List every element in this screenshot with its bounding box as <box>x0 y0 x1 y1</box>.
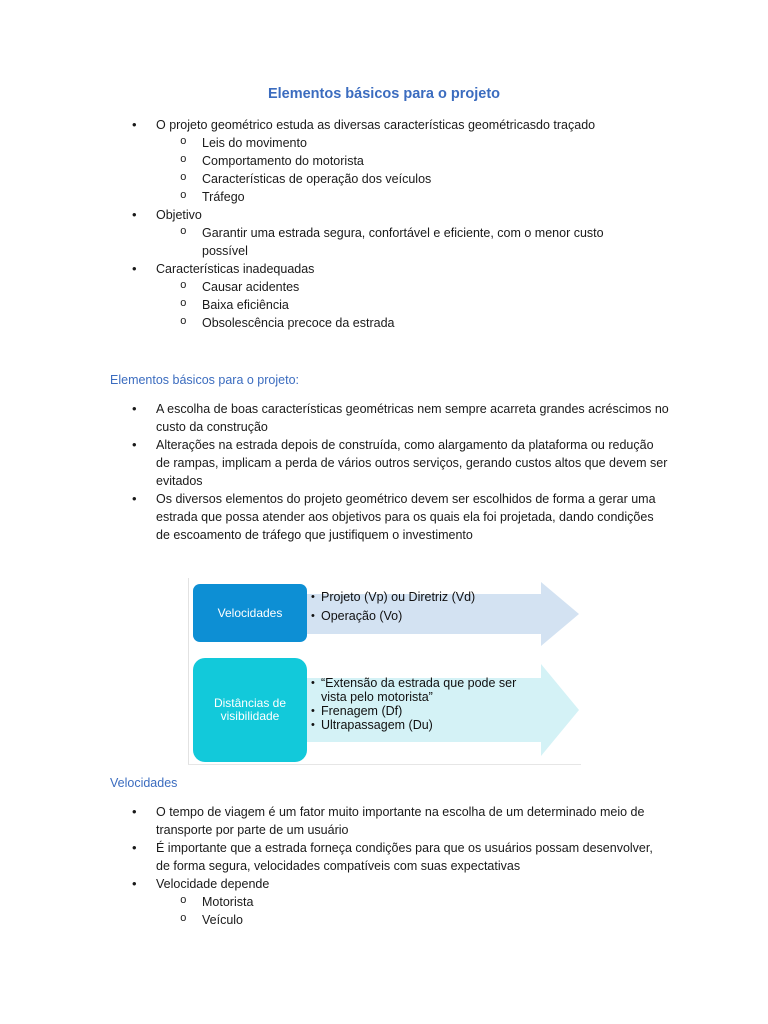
list-item <box>110 839 670 875</box>
list-item <box>110 803 670 839</box>
sub-list-item: o Baixa eficiência <box>156 296 670 314</box>
bullet-text: Velocidade depende <box>156 877 270 891</box>
sub-list-item: o Tráfego <box>156 188 670 206</box>
bullet-text: É importante que a estrada forneça condições para que os usuários possam desenvolver, de forma segura, velocidades compatíveis com suas expectativas <box>156 841 653 873</box>
list-item <box>110 875 670 929</box>
diagram-item: • Frenagem (Df) <box>311 704 539 718</box>
distancias-items <box>311 676 539 732</box>
list-item: • A escolha de boas características geométricas nem sempre acarreta grandes acréscimos no custo da construção <box>110 400 670 436</box>
section-heading: Elementos básicos para o projeto: <box>110 373 299 387</box>
sub-list <box>156 224 670 260</box>
sub-list <box>156 278 670 332</box>
sub-list-item: o Obsolescência precoce da estrada <box>156 314 670 332</box>
sub-list <box>156 893 670 929</box>
bullet-text: O tempo de viagem é um fator muito importante na escolha de um determinado meio de transporte por parte de um usuário <box>156 805 645 837</box>
sub-list-item: o Motorista <box>156 893 670 911</box>
page-title: Elementos básicos para o projeto <box>267 86 501 102</box>
section-heading: Velocidades <box>110 776 178 790</box>
sub-list <box>156 134 670 206</box>
bullet-text: Objetivo <box>156 208 202 222</box>
diagram-item: • Ultrapassagem (Du) <box>311 718 539 732</box>
diagram-item: • “Extensão da estrada que pode ser vista pelo motorista” <box>311 676 539 704</box>
elements-bullet-list <box>110 400 670 544</box>
speed-bullet-list <box>110 803 670 929</box>
diagram-item: • Operação (Vo) <box>311 609 541 623</box>
sub-list-item: o Garantir uma estrada segura, confortável e eficiente, com o menor custo possível <box>156 224 670 260</box>
list-item <box>110 116 670 206</box>
sub-list-item: o Causar acidentes <box>156 278 670 296</box>
velocidades-label: Velocidades <box>217 605 283 620</box>
distancias-label <box>193 658 307 762</box>
list-item <box>110 260 670 332</box>
intro-bullet-list <box>110 116 670 332</box>
sub-list-item: o Características de operação dos veículos <box>156 170 670 188</box>
list-item: • Os diversos elementos do projeto geométrico devem ser escolhidos de forma a gerar uma estrada que possa atender aos objetivos para os quais ela foi projetada, dando condições de escoamento de tráfego que justifiquem o investimento <box>110 490 670 544</box>
sub-list-item: o Veículo <box>156 911 670 929</box>
sub-list-item: o Leis do movimento <box>156 134 670 152</box>
sub-list-item: o Comportamento do motorista <box>156 152 670 170</box>
list-item: • Alterações na estrada depois de construída, como alargamento da plataforma ou redução de rampas, implicam a perda de vários outros serviços, gerando custos altos que devem ser evitados <box>110 436 670 490</box>
speed-visibility-diagram <box>188 578 581 765</box>
diagram-item: • Projeto (Vp) ou Diretriz (Vd) <box>311 590 541 604</box>
distancias-label-line2: visibilidade <box>220 709 280 723</box>
distancias-label-line1: Distâncias de <box>213 696 287 710</box>
bullet-text: O projeto geométrico estuda as diversas características geométricasdo traçado <box>156 118 596 132</box>
list-item <box>110 206 670 260</box>
bullet-text: Características inadequadas <box>156 262 315 276</box>
velocidades-items <box>311 590 541 623</box>
